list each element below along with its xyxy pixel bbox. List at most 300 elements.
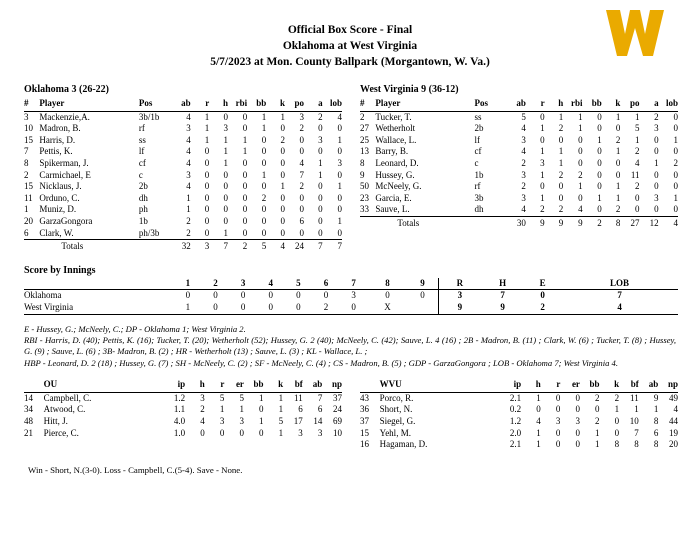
col-r: r — [205, 379, 225, 392]
rhe-value: 4 — [561, 302, 678, 314]
col-a: a — [304, 98, 323, 111]
cell: 0 — [575, 392, 580, 403]
cell: 0 — [595, 404, 600, 415]
col-h: H — [481, 278, 524, 290]
col-h: h — [521, 379, 541, 392]
cell: 0 — [615, 157, 621, 168]
cell: 2 — [186, 215, 191, 226]
cell: 2 — [615, 204, 621, 215]
col-number: # — [24, 98, 39, 111]
away-pitching-table — [24, 379, 342, 439]
cell: 1 — [186, 192, 191, 203]
cell: 1 — [223, 146, 228, 157]
cell: 3 — [654, 123, 659, 134]
cell — [475, 216, 507, 229]
inning-score: 0 — [202, 302, 230, 314]
cell: Short, N. — [379, 404, 413, 415]
cell: 15 — [24, 134, 33, 145]
cell: Hitt, J. — [43, 415, 68, 426]
cell: 0 — [654, 169, 659, 180]
cell: 0 — [280, 123, 285, 134]
cell: 0 — [337, 204, 342, 215]
cell: 1 — [578, 111, 583, 122]
inning-score — [407, 302, 438, 314]
table-row — [360, 392, 678, 404]
cell: 3b — [474, 192, 484, 203]
score-by-innings-title: Score by Innings — [24, 264, 96, 276]
table-row — [24, 228, 342, 240]
cell: 0 — [204, 192, 210, 203]
cell: 1.0 — [173, 427, 186, 438]
pitching-section — [0, 369, 700, 451]
inning-score: 0 — [340, 302, 368, 314]
cell: 1 — [558, 146, 564, 157]
cell: 1 — [337, 134, 342, 145]
cell: 69 — [333, 415, 342, 426]
cell: 1 — [280, 111, 285, 122]
cell: 0 — [318, 146, 323, 157]
pitching-header-row — [360, 379, 678, 392]
cell: 0 — [318, 192, 323, 203]
cell: dh — [474, 204, 484, 215]
table-row — [360, 404, 678, 416]
inning-score: 0 — [285, 302, 313, 314]
cell: Mackenzie,A. — [39, 111, 90, 122]
cell: 4 — [266, 240, 285, 253]
col-bb: bb — [580, 379, 600, 392]
table-row — [360, 416, 678, 428]
cell: 0 — [280, 227, 285, 238]
cell: 12 — [640, 216, 659, 229]
cell: 0 — [299, 192, 305, 203]
cell: 2 — [673, 157, 678, 168]
cell: 0 — [239, 427, 244, 438]
cell: Hussey, G. — [375, 169, 415, 180]
cell: 0 — [673, 111, 678, 122]
cell: 1 — [204, 123, 210, 134]
table-row — [24, 204, 342, 216]
cell: 0 — [635, 192, 640, 203]
cell: 1b — [138, 215, 148, 226]
cell: 0 — [558, 134, 564, 145]
cell: 2 — [558, 169, 564, 180]
col-r: R — [438, 278, 481, 290]
cell: 2 — [595, 392, 600, 403]
inning-score: 0 — [257, 302, 285, 314]
cell: 0 — [555, 404, 561, 415]
cell: 0.2 — [509, 404, 522, 415]
table-row — [24, 158, 342, 170]
cell: 0 — [280, 204, 285, 215]
cell: 0 — [204, 227, 210, 238]
cell: 24 — [285, 240, 304, 253]
cell: 1 — [673, 134, 678, 145]
cell: 4 — [186, 181, 191, 192]
cell: 0 — [280, 192, 285, 203]
cell: 34 — [24, 404, 33, 415]
cell: 0 — [654, 134, 659, 145]
cell: 1 — [278, 392, 284, 403]
col-inning-6: 6 — [312, 278, 340, 290]
cell: 6 — [298, 404, 303, 415]
cell: 0 — [242, 192, 248, 203]
cell: 0 — [261, 157, 267, 168]
col-bb: bb — [244, 379, 264, 392]
cell: c — [138, 169, 143, 180]
cell: 33 — [360, 204, 369, 215]
team-name: West Virginia — [24, 302, 174, 314]
cell: Carmichael, E — [39, 169, 91, 180]
cell: 2 — [635, 146, 640, 157]
cell: 8 — [614, 439, 620, 450]
cell: 4 — [299, 157, 305, 168]
cell: 0 — [337, 123, 342, 134]
col-h: h — [545, 98, 564, 111]
innings-header-row — [24, 278, 678, 290]
note-line-2: RBI - Harris, D. (40); Pettis, K. (16); Tucker, T. (20); Wetherholt (52); Hussey, G. 2 (40); McNeely, C. (42); Sauve, L. 4 (16) ; 2B - Madron, B. (11) ; Clark, W. (6) ; Tucker, T. (8) ; Hussey, G. (9) ; Sauve, L. (6) ; 3B- Madron, B. (2) ; HR - Wetherholt (13) ; Sauve, L. (3) ; KL - Wallace, L. ; — [24, 334, 676, 357]
cell: 1 — [536, 392, 541, 403]
cell: 2b — [474, 123, 484, 134]
col-team — [24, 278, 174, 290]
col-pos: Pos — [475, 98, 507, 111]
cell: 0 — [615, 123, 621, 134]
cell: Barry, B. — [375, 146, 409, 157]
cell: 4 — [200, 415, 205, 426]
score-by-innings-table — [24, 278, 678, 315]
cell: 0 — [337, 192, 342, 203]
cell: 0 — [204, 181, 210, 192]
cell: 5 — [635, 123, 640, 134]
cell: 1 — [615, 192, 621, 203]
cell: 0 — [204, 215, 210, 226]
cell: Wetherholt — [375, 123, 416, 134]
col-bb: bb — [583, 98, 602, 111]
cell: 1 — [558, 111, 564, 122]
cell: 0 — [635, 204, 640, 215]
cell: 6 — [299, 215, 305, 226]
cell: 15 — [24, 181, 33, 192]
table-row — [24, 404, 342, 416]
cell: 3 — [575, 415, 580, 426]
cell: 3 — [521, 134, 526, 145]
col-inning-1: 1 — [174, 278, 202, 290]
rhe-value: 2 — [524, 302, 561, 314]
cell: 1 — [615, 111, 621, 122]
table-row — [360, 170, 678, 182]
rhe-value: 0 — [540, 290, 545, 301]
cell: 7 — [299, 169, 305, 180]
col-ab: ab — [507, 98, 526, 111]
cell: 1 — [540, 146, 545, 157]
cell: 0 — [578, 146, 583, 157]
col-k: k — [602, 98, 621, 111]
cell: 27 — [360, 123, 369, 134]
cell: 1 — [615, 181, 621, 192]
title-line-1: Official Box Score - Final — [287, 24, 413, 36]
cell: 3 — [540, 157, 545, 168]
cell: 4 — [536, 415, 541, 426]
cell: 0 — [558, 181, 564, 192]
cell: Muniz, D. — [39, 204, 77, 215]
cell: 1 — [337, 215, 342, 226]
totals-row — [360, 216, 678, 229]
cell: 2 — [521, 157, 526, 168]
cell: 4 — [186, 111, 191, 122]
cell: 2 — [615, 134, 621, 145]
table-row — [360, 193, 678, 205]
game-notes — [0, 315, 700, 370]
home-pitching-table — [360, 379, 678, 451]
cell: 0 — [575, 439, 580, 450]
table-row — [360, 428, 678, 440]
cell: 0 — [204, 204, 210, 215]
cell: GarzaGongora — [39, 215, 93, 226]
cell: 0 — [280, 169, 285, 180]
col-bb: bb — [247, 98, 266, 111]
cell: 0 — [261, 215, 267, 226]
col-rbi: rbi — [563, 98, 582, 111]
away-batting-table — [24, 98, 342, 253]
cell: 7 — [24, 146, 29, 157]
cell: 1 — [318, 169, 323, 180]
cell: 0 — [318, 123, 323, 134]
cell: 0 — [261, 227, 267, 238]
cell: 20 — [24, 215, 33, 226]
cell: 1 — [242, 134, 248, 145]
cell: Sauve, L. — [375, 204, 410, 215]
cell: 1 — [223, 157, 228, 168]
cell: 4 — [521, 146, 526, 157]
cell: 1 — [261, 123, 267, 134]
cell: 0 — [259, 404, 264, 415]
cell: 0 — [536, 404, 541, 415]
cell: 8 — [653, 439, 659, 450]
cell: 3 — [521, 169, 526, 180]
cell: 1 — [337, 181, 342, 192]
cell: 0 — [337, 227, 342, 238]
cell: 1 — [673, 192, 678, 203]
cell: 15 — [360, 427, 369, 438]
cell: 0 — [578, 134, 583, 145]
cell: ss — [138, 134, 146, 145]
cell: c — [474, 157, 479, 168]
cell: 3 — [298, 427, 303, 438]
cell: 2.1 — [509, 392, 522, 403]
cell: 14 — [313, 415, 323, 426]
cell: 7 — [634, 427, 639, 438]
cell: 1 — [654, 157, 659, 168]
cell: 25 — [360, 134, 369, 145]
cell: 11 — [24, 192, 33, 203]
cell: 20 — [669, 439, 678, 450]
cell: lf — [474, 134, 480, 145]
cell: 0 — [318, 204, 323, 215]
table-row — [24, 146, 342, 158]
cell: 1 — [278, 404, 284, 415]
cell: 9 — [526, 216, 545, 229]
cell: 9 — [545, 216, 564, 229]
col-lob: lob — [323, 98, 342, 111]
cell: 1.2 — [173, 392, 186, 403]
away-batting-block — [24, 84, 342, 253]
col-po: po — [620, 98, 639, 111]
cell: 1 — [259, 392, 264, 403]
cell: 9 — [563, 216, 582, 229]
cell: 6 — [24, 227, 29, 238]
cell: rf — [474, 181, 481, 192]
cell: ph/3b — [138, 227, 160, 238]
cell: 3 — [318, 134, 323, 145]
cell: 8 — [602, 216, 621, 229]
home-batting-table — [360, 98, 678, 230]
col-inning-2: 2 — [202, 278, 230, 290]
cell: 0 — [654, 181, 659, 192]
col-rbi: rbi — [228, 98, 247, 111]
cell: 2 — [360, 111, 365, 122]
cell: 0 — [654, 146, 659, 157]
inning-score: 0 — [296, 290, 301, 301]
cell: 9 — [360, 169, 365, 180]
table-header-row — [24, 98, 342, 111]
col-inning-5: 5 — [285, 278, 313, 290]
cell: 23 — [360, 192, 369, 203]
innings-body — [24, 290, 678, 314]
col-k: k — [264, 379, 284, 392]
cell: Tucker, T. — [375, 111, 412, 122]
col-po: po — [285, 98, 304, 111]
rhe-value: 9 — [438, 302, 481, 314]
cell: Orduno, C. — [39, 192, 80, 203]
cell: 1 — [261, 169, 267, 180]
cell: 10 — [333, 427, 342, 438]
cell: 11 — [630, 392, 639, 403]
cell: 0 — [597, 169, 602, 180]
table-row — [360, 181, 678, 193]
cell: 3 — [219, 415, 225, 426]
rhe-value: 7 — [500, 290, 505, 301]
totals-label: Totals — [375, 216, 474, 229]
cell: Garcia, E. — [375, 192, 412, 203]
cell: 3 — [299, 111, 305, 122]
wvu-flying-wv-logo — [604, 8, 666, 58]
cell: 0 — [200, 427, 205, 438]
cell: 0 — [654, 204, 659, 215]
cell: 0 — [280, 157, 285, 168]
col-bf: bf — [283, 379, 303, 392]
cell: Wallace, L. — [375, 134, 417, 145]
col-inning-7: 7 — [340, 278, 368, 290]
cell: 11 — [294, 392, 303, 403]
cell: 3 — [337, 157, 342, 168]
inning-score: 1 — [174, 302, 202, 314]
cell: 0 — [540, 134, 545, 145]
table-row — [360, 146, 678, 158]
cell: 0 — [280, 215, 285, 226]
cell: Spikerman, J. — [39, 157, 89, 168]
note-line-3: HBP - Leonard, D. 2 (18) ; Hussey, G. (7) ; SH - McNeely, C. (2) ; SF - McNeely, C. (4) ; CS - Madron, B. (5) ; GDP - GarzaGongora ; LOB - Oklahoma 7; West Virginia 4. — [24, 357, 618, 368]
cell: 1 — [558, 157, 564, 168]
col-np: np — [658, 379, 678, 392]
cell: Nicklaus, J. — [39, 181, 82, 192]
cell: 0 — [578, 157, 583, 168]
decisions-line: Win - Short, N.(3-0). Loss - Campbell, C.(5-4). Save - None. — [28, 464, 243, 475]
cell: 0 — [673, 123, 678, 134]
cell: 0 — [614, 415, 620, 426]
col-inning-8: 8 — [367, 278, 407, 290]
home-batting-body — [360, 111, 678, 229]
inning-score: X — [367, 302, 407, 314]
cell: 1 — [614, 404, 620, 415]
cell: 0 — [673, 146, 678, 157]
rhe-value: 3 — [438, 290, 481, 302]
cell: Clark, W. — [39, 227, 74, 238]
cell: 6 — [317, 404, 323, 415]
cell: 2 — [186, 227, 191, 238]
col-lob: lob — [659, 98, 678, 111]
cell: 0 — [299, 204, 305, 215]
table-row — [24, 181, 342, 193]
col-inning-4: 4 — [257, 278, 285, 290]
cell: 1 — [540, 192, 545, 203]
cell: 3 — [186, 169, 191, 180]
cell: 1 — [653, 404, 659, 415]
cell: 2 — [318, 111, 323, 122]
cell: 37 — [333, 392, 342, 403]
cell: 5 — [239, 392, 244, 403]
cell: 0 — [242, 157, 248, 168]
cell: 24 — [333, 404, 342, 415]
cell: 0 — [223, 215, 228, 226]
cell: 7 — [209, 240, 228, 253]
cell: 3 — [654, 192, 659, 203]
cell: 3 — [555, 415, 561, 426]
cell: 0 — [318, 227, 323, 238]
home-pitching-body — [360, 392, 678, 450]
col-inning-3: 3 — [229, 278, 257, 290]
cell: 0 — [597, 204, 602, 215]
cell: 0 — [597, 146, 602, 157]
table-row — [24, 428, 342, 440]
cell: 2 — [558, 123, 564, 134]
cell: Atwood, C. — [43, 404, 86, 415]
cell: cf — [474, 146, 482, 157]
cell: 3 — [24, 111, 29, 122]
cell: dh — [138, 192, 148, 203]
col-ab: ab — [639, 379, 659, 392]
col-e: E — [524, 278, 561, 290]
cell: 1 — [540, 169, 545, 180]
col-ab: ab — [303, 379, 323, 392]
cell: 1.1 — [173, 404, 186, 415]
cell: McNeely, G. — [375, 181, 422, 192]
cell: 2 — [558, 204, 564, 215]
cell: 4 — [578, 204, 583, 215]
cell: 0 — [204, 146, 210, 157]
cell: 2 — [200, 404, 205, 415]
table-row — [24, 135, 342, 147]
cell: 0 — [673, 181, 678, 192]
cell: 13 — [360, 146, 369, 157]
cell: 2 — [299, 181, 305, 192]
cell: 0 — [540, 181, 545, 192]
cell: 7 — [323, 240, 342, 253]
cell: 2.0 — [509, 427, 522, 438]
cell: 0 — [575, 427, 580, 438]
cell: 3 — [521, 192, 526, 203]
col-ab: ab — [172, 98, 191, 111]
cell: 1 — [278, 427, 284, 438]
cell: 14 — [24, 392, 33, 403]
